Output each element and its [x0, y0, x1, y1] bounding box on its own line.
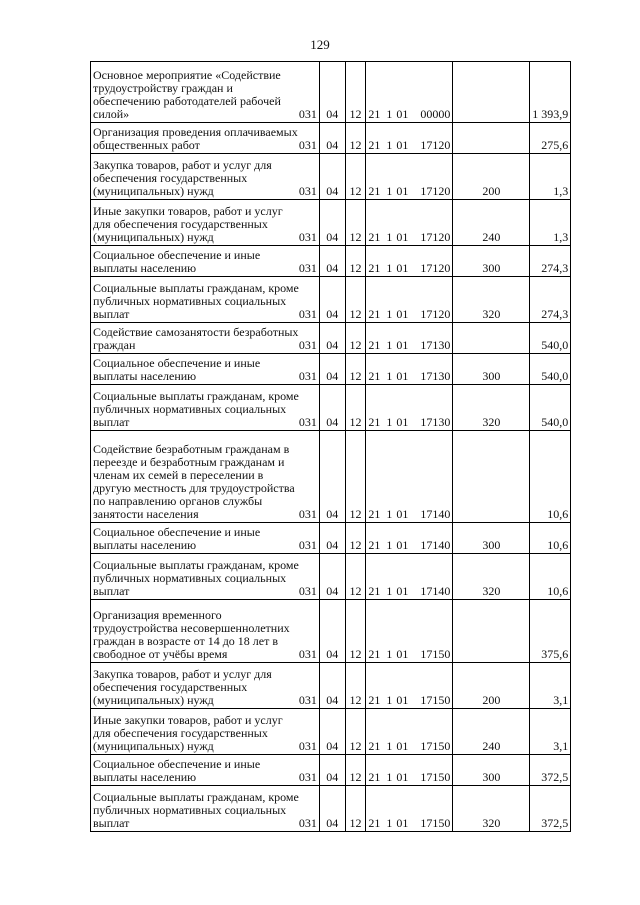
- ministry-code: 031: [298, 338, 317, 352]
- section-code: 04: [319, 709, 345, 755]
- table-row: [91, 554, 640, 600]
- amount-value: 1 393,9: [530, 62, 571, 123]
- event-code: 01: [396, 693, 409, 707]
- row-name-line: [93, 648, 317, 661]
- ministry-code: 031: [298, 230, 317, 244]
- subsection-code: 12: [345, 246, 366, 277]
- page-number: 129: [310, 37, 330, 52]
- row-name-line: Социальные выплаты гражданам, кроме: [93, 558, 299, 572]
- ministry-code: 031: [298, 307, 317, 321]
- table-row: [91, 354, 640, 385]
- row-name-line: другую местность для трудоустройства: [93, 481, 295, 495]
- expense-type-code: [453, 600, 530, 663]
- table-row: [91, 62, 640, 123]
- ministry-code: 031: [298, 538, 317, 552]
- row-name-line-text: свободное от учёбы время: [93, 647, 228, 661]
- target-article-code: [366, 385, 453, 431]
- row-name-line: публичных нормативных социальных: [93, 803, 287, 817]
- row-name-line: для обеспечения государственных: [93, 726, 268, 740]
- table-row: [91, 600, 640, 663]
- event-code: 01: [396, 338, 409, 352]
- target-article-code: [366, 62, 453, 123]
- table-row: [91, 154, 640, 200]
- section-code: 04: [319, 154, 345, 200]
- subprogram-code: 1: [386, 107, 393, 121]
- amount-value: 375,6: [530, 600, 571, 663]
- program-code: 21: [368, 261, 381, 275]
- subsection-code: 12: [345, 600, 366, 663]
- program-code: 21: [368, 230, 381, 244]
- event-code: 01: [396, 770, 409, 784]
- row-name-line: обеспечению работодателей рабочей: [93, 94, 281, 108]
- row-name-line: Организация проведения оплачиваемых: [93, 125, 298, 139]
- target-article-code: [366, 200, 453, 246]
- row-name-line: Иные закупки товаров, работ и услуг: [93, 713, 283, 727]
- subprogram-code: 1: [386, 307, 393, 321]
- section-code: 04: [319, 277, 345, 323]
- row-name-line-text: занятости населения: [93, 507, 199, 521]
- subsection-code: 12: [345, 385, 366, 431]
- row-name: [91, 354, 320, 385]
- table-row: [91, 277, 640, 323]
- row-name-line: Организация временного: [93, 608, 222, 622]
- event-code: 01: [396, 184, 409, 198]
- subsection-code: 12: [345, 755, 366, 786]
- direction-code: 17140: [420, 538, 451, 552]
- row-name-line: Социальное обеспечение и иные: [93, 356, 261, 370]
- row-name: [91, 246, 320, 277]
- table-row: [91, 200, 640, 246]
- row-name: [91, 123, 320, 154]
- table-row: [91, 709, 640, 755]
- row-name-line: Содействие безработным гражданам в: [93, 442, 290, 456]
- row-name-line: обеспечения государственных: [93, 680, 248, 694]
- section-code: 04: [319, 431, 345, 523]
- row-name-line: [93, 339, 317, 352]
- row-name: [91, 154, 320, 200]
- direction-code: 00000: [420, 107, 451, 121]
- target-article-code: [366, 663, 453, 709]
- subprogram-code: 1: [386, 230, 393, 244]
- section-code: 04: [319, 200, 345, 246]
- row-name-line: граждан в возрасте от 14 до 18 лет в: [93, 634, 279, 648]
- event-code: 01: [396, 261, 409, 275]
- program-code: 21: [368, 770, 381, 784]
- event-code: 01: [396, 647, 409, 661]
- section-code: 04: [319, 663, 345, 709]
- target-article-code: [366, 786, 453, 832]
- row-name-line-text: (муниципальных) нужд: [93, 693, 214, 707]
- event-code: 01: [396, 816, 409, 830]
- event-code: 01: [396, 307, 409, 321]
- amount-value: 1,3: [530, 154, 571, 200]
- amount-value: 274,3: [530, 277, 571, 323]
- row-name-line: переезде и безработным гражданам и: [93, 455, 285, 469]
- row-name-line-text: выплат: [93, 415, 130, 429]
- table-row: [91, 246, 640, 277]
- program-code: 21: [368, 647, 381, 661]
- event-code: 01: [396, 507, 409, 521]
- ministry-code: 031: [298, 693, 317, 707]
- subprogram-code: 1: [386, 770, 393, 784]
- row-name-line: [93, 508, 317, 521]
- event-code: 01: [396, 584, 409, 598]
- target-article-code: [366, 354, 453, 385]
- row-name-line: по направлению органов службы: [93, 494, 263, 508]
- event-code: 01: [396, 369, 409, 383]
- subprogram-code: 1: [386, 415, 393, 429]
- row-name-line: Социальные выплаты гражданам, кроме: [93, 281, 299, 295]
- expense-type-code: 320: [453, 786, 530, 832]
- subsection-code: 12: [345, 354, 366, 385]
- target-article-code: [366, 123, 453, 154]
- row-name-line: Социальное обеспечение и иные: [93, 757, 261, 771]
- row-name-line: [93, 308, 317, 321]
- row-name: [91, 385, 320, 431]
- direction-code: 17130: [420, 415, 451, 429]
- row-name-line: Социальное обеспечение и иные: [93, 525, 261, 539]
- ministry-code: 031: [298, 369, 317, 383]
- program-code: 21: [368, 107, 381, 121]
- expense-type-code: 300: [453, 354, 530, 385]
- expense-type-code: [453, 323, 530, 354]
- row-name-line: публичных нормативных социальных: [93, 402, 287, 416]
- subprogram-code: 1: [386, 739, 393, 753]
- direction-code: 17150: [420, 816, 451, 830]
- row-name-line: [93, 740, 317, 753]
- direction-code: 17150: [420, 647, 451, 661]
- expense-type-code: 240: [453, 200, 530, 246]
- amount-value: 3,1: [530, 663, 571, 709]
- subsection-code: 12: [345, 323, 366, 354]
- program-code: 21: [368, 415, 381, 429]
- program-code: 21: [368, 369, 381, 383]
- program-code: 21: [368, 816, 381, 830]
- row-name-line: [93, 108, 317, 121]
- row-name-line-text: общественных работ: [93, 138, 200, 152]
- ministry-code: 031: [298, 107, 317, 121]
- row-name-line: Социальные выплаты гражданам, кроме: [93, 389, 299, 403]
- row-name: [91, 200, 320, 246]
- row-name-line: членам их семей в переселении в: [93, 468, 264, 482]
- row-name-line: [93, 817, 317, 830]
- direction-code: 17130: [420, 369, 451, 383]
- subsection-code: 12: [345, 154, 366, 200]
- row-name: [91, 786, 320, 832]
- subsection-code: 12: [345, 123, 366, 154]
- row-name-line: [93, 694, 317, 707]
- program-code: 21: [368, 693, 381, 707]
- direction-code: 17150: [420, 693, 451, 707]
- amount-value: 540,0: [530, 323, 571, 354]
- direction-code: 17120: [420, 138, 451, 152]
- ministry-code: 031: [298, 584, 317, 598]
- expense-type-code: 240: [453, 709, 530, 755]
- section-code: 04: [319, 62, 345, 123]
- budget-table: [90, 61, 640, 832]
- section-code: 04: [319, 523, 345, 554]
- row-name-line-text: выплаты населению: [93, 538, 197, 552]
- subprogram-code: 1: [386, 184, 393, 198]
- table-body: [91, 62, 640, 832]
- expense-type-code: 320: [453, 385, 530, 431]
- amount-value: 10,6: [530, 431, 571, 523]
- event-code: 01: [396, 138, 409, 152]
- section-code: 04: [319, 354, 345, 385]
- expense-type-code: 320: [453, 277, 530, 323]
- row-name-line: трудоустройству граждан и: [93, 81, 233, 95]
- table-row: [91, 431, 640, 523]
- row-name-line-text: выплаты населению: [93, 261, 197, 275]
- target-article-code: [366, 600, 453, 663]
- row-name-line-text: (муниципальных) нужд: [93, 230, 214, 244]
- row-name-line: Иные закупки товаров, работ и услуг: [93, 204, 283, 218]
- ministry-code: 031: [298, 816, 317, 830]
- row-name: [91, 554, 320, 600]
- expense-type-code: 200: [453, 663, 530, 709]
- row-name-line: [93, 139, 317, 152]
- table-row: [91, 123, 640, 154]
- amount-value: 10,6: [530, 554, 571, 600]
- subsection-code: 12: [345, 200, 366, 246]
- row-name: [91, 431, 320, 523]
- expense-type-code: [453, 431, 530, 523]
- row-name-line: Основное мероприятие «Содействие: [93, 68, 281, 82]
- target-article-code: [366, 431, 453, 523]
- target-article-code: [366, 709, 453, 755]
- section-code: 04: [319, 786, 345, 832]
- expense-type-code: 320: [453, 554, 530, 600]
- row-name-line: публичных нормативных социальных: [93, 571, 287, 585]
- direction-code: 17120: [420, 230, 451, 244]
- subsection-code: 12: [345, 554, 366, 600]
- amount-value: 3,1: [530, 709, 571, 755]
- amount-value: 540,0: [530, 354, 571, 385]
- subsection-code: 12: [345, 786, 366, 832]
- row-name: [91, 523, 320, 554]
- ministry-code: 031: [298, 138, 317, 152]
- event-code: 01: [396, 107, 409, 121]
- subprogram-code: 1: [386, 338, 393, 352]
- program-code: 21: [368, 184, 381, 198]
- row-name: [91, 709, 320, 755]
- expense-type-code: 200: [453, 154, 530, 200]
- section-code: 04: [319, 246, 345, 277]
- subprogram-code: 1: [386, 816, 393, 830]
- section-code: 04: [319, 554, 345, 600]
- ministry-code: 031: [298, 507, 317, 521]
- direction-code: 17120: [420, 184, 451, 198]
- amount-value: 372,5: [530, 786, 571, 832]
- ministry-code: 031: [298, 261, 317, 275]
- target-article-code: [366, 755, 453, 786]
- row-name-line-text: (муниципальных) нужд: [93, 739, 214, 753]
- direction-code: 17150: [420, 739, 451, 753]
- row-name-line: Закупка товаров, работ и услуг для: [93, 158, 272, 172]
- subsection-code: 12: [345, 62, 366, 123]
- program-code: 21: [368, 307, 381, 321]
- row-name-line-text: граждан: [93, 338, 136, 352]
- program-code: 21: [368, 739, 381, 753]
- subprogram-code: 1: [386, 507, 393, 521]
- subprogram-code: 1: [386, 261, 393, 275]
- row-name-line: обеспечения государственных: [93, 171, 248, 185]
- row-name-line-text: выплаты населению: [93, 369, 197, 383]
- subprogram-code: 1: [386, 693, 393, 707]
- subsection-code: 12: [345, 277, 366, 323]
- ministry-code: 031: [298, 184, 317, 198]
- program-code: 21: [368, 538, 381, 552]
- row-name-line: Закупка товаров, работ и услуг для: [93, 667, 272, 681]
- row-name-line: Социальные выплаты гражданам, кроме: [93, 790, 299, 804]
- row-name-line-text: выплат: [93, 816, 130, 830]
- table-row: [91, 385, 640, 431]
- amount-value: 372,5: [530, 755, 571, 786]
- amount-value: 275,6: [530, 123, 571, 154]
- program-code: 21: [368, 507, 381, 521]
- section-code: 04: [319, 123, 345, 154]
- row-name: [91, 600, 320, 663]
- direction-code: 17120: [420, 307, 451, 321]
- row-name: [91, 277, 320, 323]
- amount-value: 10,6: [530, 523, 571, 554]
- subprogram-code: 1: [386, 138, 393, 152]
- section-code: 04: [319, 600, 345, 663]
- target-article-code: [366, 246, 453, 277]
- row-name-line: трудоустройства несовершеннолетних: [93, 621, 290, 635]
- table-row: [91, 786, 640, 832]
- target-article-code: [366, 277, 453, 323]
- target-article-code: [366, 154, 453, 200]
- direction-code: 17120: [420, 261, 451, 275]
- subprogram-code: 1: [386, 584, 393, 598]
- target-article-code: [366, 323, 453, 354]
- ministry-code: 031: [298, 415, 317, 429]
- table-row: [91, 755, 640, 786]
- row-name-line: [93, 585, 317, 598]
- row-name-line: Социальное обеспечение и иные: [93, 248, 261, 262]
- row-name-line: [93, 231, 317, 244]
- expense-type-code: [453, 123, 530, 154]
- direction-code: 17140: [420, 584, 451, 598]
- row-name-line-text: выплат: [93, 584, 130, 598]
- program-code: 21: [368, 338, 381, 352]
- row-name-line: для обеспечения государственных: [93, 217, 268, 231]
- row-name-line: [93, 185, 317, 198]
- event-code: 01: [396, 739, 409, 753]
- amount-value: 1,3: [530, 200, 571, 246]
- subsection-code: 12: [345, 663, 366, 709]
- program-code: 21: [368, 584, 381, 598]
- event-code: 01: [396, 230, 409, 244]
- subsection-code: 12: [345, 709, 366, 755]
- direction-code: 17150: [420, 770, 451, 784]
- row-name-line: [93, 370, 317, 383]
- table-row: [91, 663, 640, 709]
- subprogram-code: 1: [386, 647, 393, 661]
- event-code: 01: [396, 415, 409, 429]
- direction-code: 17130: [420, 338, 451, 352]
- row-name-line: [93, 539, 317, 552]
- row-name-line-text: (муниципальных) нужд: [93, 184, 214, 198]
- row-name-line: [93, 416, 317, 429]
- expense-type-code: 300: [453, 755, 530, 786]
- amount-value: 274,3: [530, 246, 571, 277]
- subprogram-code: 1: [386, 538, 393, 552]
- subprogram-code: 1: [386, 369, 393, 383]
- target-article-code: [366, 554, 453, 600]
- ministry-code: 031: [298, 647, 317, 661]
- row-name: [91, 663, 320, 709]
- direction-code: 17140: [420, 507, 451, 521]
- ministry-code: 031: [298, 770, 317, 784]
- expense-type-code: [453, 62, 530, 123]
- amount-value: 540,0: [530, 385, 571, 431]
- row-name-line-text: выплат: [93, 307, 130, 321]
- row-name-line-text: силой»: [93, 107, 130, 121]
- expense-type-code: 300: [453, 246, 530, 277]
- row-name-line: Содействие самозанятости безработных: [93, 325, 299, 339]
- ministry-code: 031: [298, 739, 317, 753]
- expense-type-code: 300: [453, 523, 530, 554]
- section-code: 04: [319, 323, 345, 354]
- event-code: 01: [396, 538, 409, 552]
- row-name-line: [93, 262, 317, 275]
- row-name-line-text: выплаты населению: [93, 770, 197, 784]
- row-name: [91, 62, 320, 123]
- row-name: [91, 323, 320, 354]
- subsection-code: 12: [345, 523, 366, 554]
- section-code: 04: [319, 755, 345, 786]
- row-name: [91, 755, 320, 786]
- table-row: [91, 523, 640, 554]
- target-article-code: [366, 523, 453, 554]
- row-name-line: [93, 771, 317, 784]
- program-code: 21: [368, 138, 381, 152]
- section-code: 04: [319, 385, 345, 431]
- row-name-line: публичных нормативных социальных: [93, 294, 287, 308]
- subsection-code: 12: [345, 431, 366, 523]
- table-row: [91, 323, 640, 354]
